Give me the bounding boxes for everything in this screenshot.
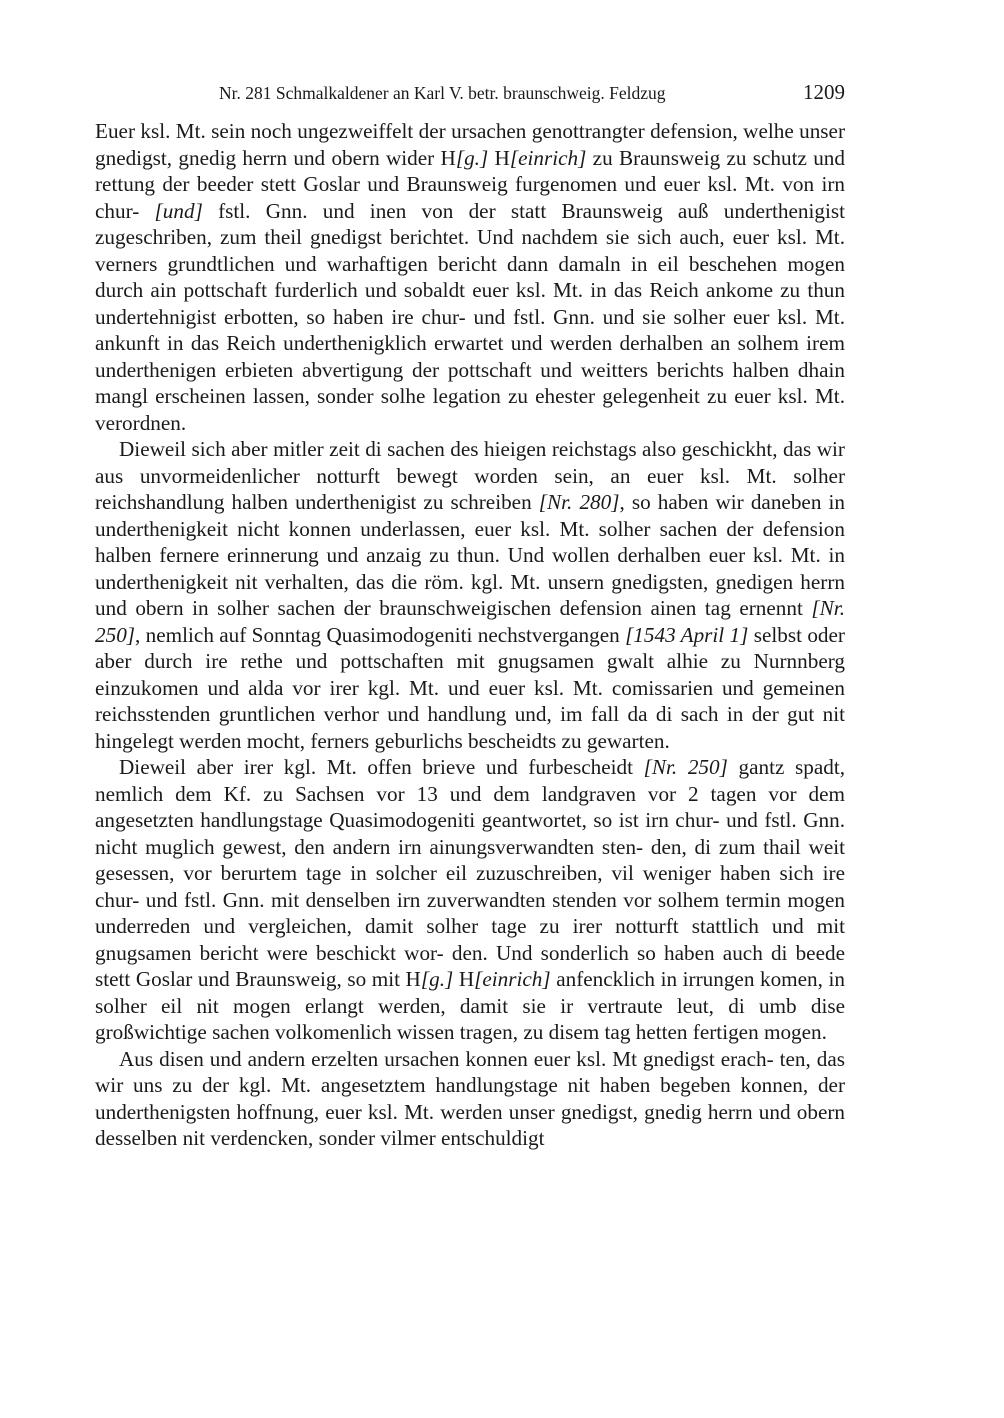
page-header <box>95 80 845 108</box>
editorial-insertion: [g.] <box>420 967 454 991</box>
text-run: gantz spadt, nemlich dem Kf. zu Sachsen vor 13 und dem landgraven vor 2 tagen vor dem angesetzten handlungstage Quasimodogeniti geantwortet, so ist irn chur- und fstl. Gnn. nicht muglich gewest, den andern irn ainungsverwandten sten- den, di zum thail weit gesessen, vor berurtem tage in solcher eil zuzuschreiben, vil weniger haben sich ire chur- und fstl. Gnn. mit denselben irn zuverwandten stenden vor solhem termin mogen underreden und vergleichen, damit solher tage zu irer notturft stattlich und mit gnugsamen bericht were beschickt wor- den. Und sonderlich so haben auch di beede stett Goslar und Braunsweig, so mit H <box>95 755 845 991</box>
text-run: , so haben wir daneben in underthenigkeit nicht konnen underlassen, euer ksl. Mt. solher sachen der defension halben fernere erinnerung und anzaig zu thun. Und wollen derhalben euer ksl. Mt. in underthenigkeit nit verhalten, das die röm. kgl. Mt. unsern gnedigsten, gnedigen herrn und obern in solher sachen der braunschweigischen defension ainen tag ernennt <box>95 490 845 620</box>
text-run: selbst oder aber durch ire rethe und pottschaften mit gnugsamen gwalt alhie zu Nurnnberg einzukomen und alda vor irer kgl. Mt. und euer ksl. Mt. comissarien und gemeinen reichsstenden gruntlichen verhor und handlung und, im fall da di sach in der gut nit hingelegt werden mocht, ferners geburlichs bescheidts zu gewarten. <box>95 622 845 753</box>
editorial-reference: [Nr. 280] <box>538 490 620 514</box>
paragraph <box>95 436 845 754</box>
paragraph <box>95 118 845 436</box>
text-run: H <box>488 145 510 170</box>
paragraph <box>95 1046 845 1152</box>
paragraph <box>95 754 845 1046</box>
text-run: zu Braunsweig zu schutz und rettung der beeder stett Goslar und Braunsweig furgenomen und euer ksl. Mt. von irn chur- <box>95 145 845 223</box>
document-body <box>95 118 845 1152</box>
editorial-insertion: [und] <box>154 198 203 223</box>
editorial-insertion: [einrich] <box>474 967 551 991</box>
text-run: , nemlich auf Sonntag Quasimodogeniti nechstvergangen <box>135 622 626 647</box>
text-run: Euer ksl. Mt. sein noch ungezweiffelt der ursachen genottrangter defension, welhe unser gnedigst, gnedig herrn und obern wider H <box>95 119 845 170</box>
text-run: H <box>453 967 475 991</box>
text-run: Aus disen und andern erzelten ursachen konnen euer ksl. Mt gnedigst erach- ten, das wir uns zu der kgl. Mt. angesetztem handlungstage nit haben begeben konnen, der underthenigsten hoffnung, euer ksl. Mt. werden unser gnedigst, gnedig herrn und obern desselben nit verdencken, sonder vilmer entschuldigt <box>95 1046 845 1150</box>
editorial-date: [1543 April 1] <box>625 622 749 647</box>
running-title: Nr. 281 Schmalkaldener an Karl V. betr. braunschweig. Feldzug <box>219 83 666 103</box>
text-run: Dieweil sich aber mitler zeit di sachen des hieigen reichstags also geschickht, das wir aus unvormeidenlicher notturft bewegt worden sein, an euer ksl. Mt. solher reichshandlung halben underthenigist zu schreiben <box>95 437 845 514</box>
editorial-insertion: [g.] <box>455 145 489 170</box>
page-number: 1209 <box>803 80 845 104</box>
editorial-reference: [Nr. 250] <box>643 755 728 779</box>
text-run: anfencklich in irrungen komen, in solher eil nit mogen erlangt werden, damit sie ir vertraute leut, di umb dise großwichtige sachen volkomenlich wissen tragen, zu disem tag hetten fertigen mogen. <box>95 967 845 1044</box>
text-run: fstl. Gnn. und inen von der statt Braunsweig auß underthenigist zugeschriben, zum theil gnedigst berichtet. Und nachdem sie sich auch, euer ksl. Mt. verners grundtlichen und warhaftigen bericht dann damaln in eil beschehen mogen durch ain pottschaft furderlich und sobaldt euer ksl. Mt. in das Reich ankome zu thun undertehnigist erbotten, so haben ire chur- und fstl. Gnn. und sie solher euer ksl. Mt. ankunft in das Reich underthenigklich erwartet und werden derhalben an solhem irem underthenigen erbieten abvertigung der pottschaft und weitters berichts halben dhain mangl erscheinen lassen, sonder solhe legation zu ehester gelegenheit zu euer ksl. Mt. verordnen. <box>95 198 846 435</box>
editorial-reference: [Nr. 250] <box>95 596 845 647</box>
text-run: Dieweil aber irer kgl. Mt. offen brieve und furbescheidt <box>119 755 644 779</box>
editorial-insertion: [einrich] <box>509 145 587 170</box>
